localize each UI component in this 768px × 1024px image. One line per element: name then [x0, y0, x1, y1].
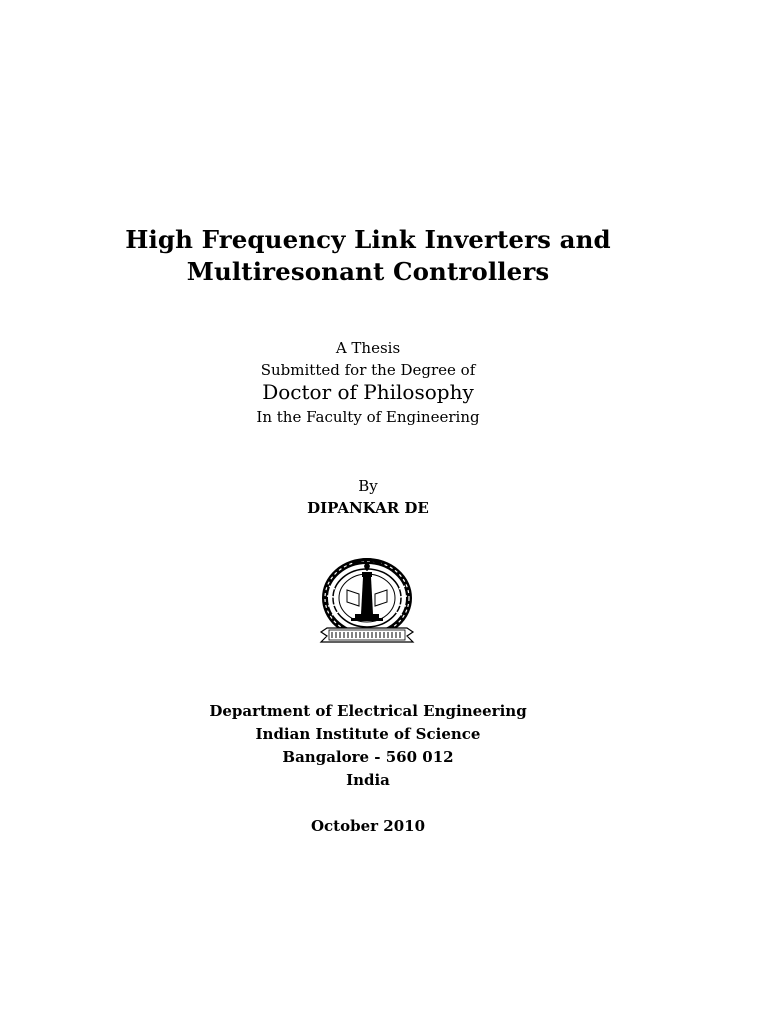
submission-date: October 2010	[310, 817, 426, 835]
thesis-title-line-2: Multiresonant Controllers	[186, 257, 550, 286]
city-postcode: Bangalore - 560 012	[282, 748, 454, 766]
degree-name: Doctor of Philosophy	[262, 380, 474, 404]
thesis-title-line-1: High Frequency Link Inverters and	[125, 225, 611, 254]
department-name: Department of Electrical Engineering	[209, 702, 527, 720]
country-name: India	[346, 771, 390, 789]
institute-name: Indian Institute of Science	[255, 725, 481, 743]
submitted-for-text: Submitted for the Degree of	[260, 361, 476, 379]
iisc-emblem-icon	[317, 556, 417, 648]
by-label: By	[358, 477, 378, 495]
thesis-label: A Thesis	[335, 339, 401, 357]
author-name: DIPANKAR DE	[307, 499, 429, 517]
faculty-text: In the Faculty of Engineering	[256, 408, 480, 426]
